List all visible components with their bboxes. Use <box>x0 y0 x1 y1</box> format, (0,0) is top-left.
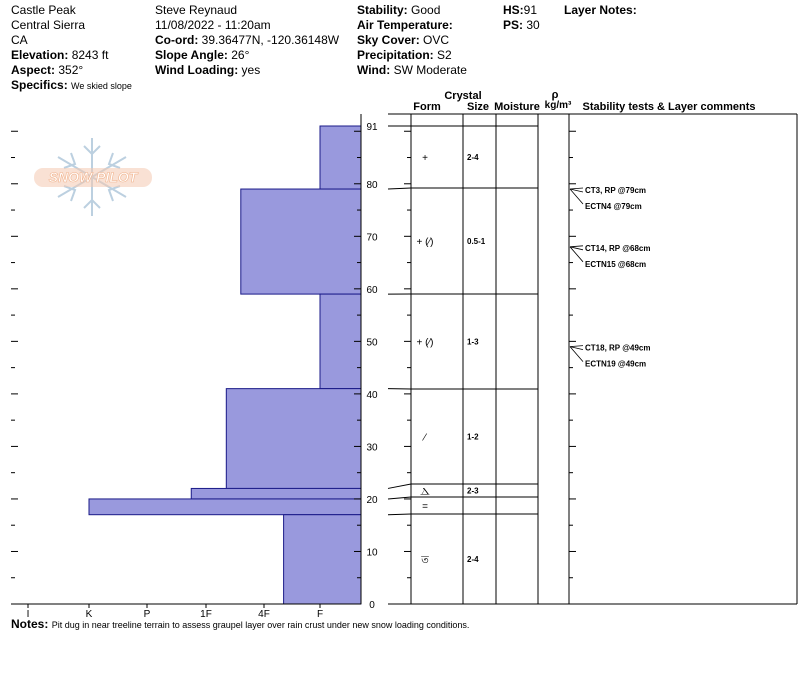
grain-size-value: 2-4 <box>467 555 479 564</box>
observer-name: Steve Reynaud <box>155 3 238 17</box>
grain-size-value: 1-2 <box>467 432 479 442</box>
hardness-bar <box>284 515 361 604</box>
height-tick-label: 40 <box>366 389 378 401</box>
height-tick-label: 50 <box>366 337 378 349</box>
size-header: Size <box>466 101 490 113</box>
snowpilot-logo <box>34 138 152 216</box>
logo-text: SNOW PILOT <box>48 169 138 185</box>
precipitation-field: Precipitation: S2 <box>357 48 452 62</box>
sky-cover-field: Sky Cover: OVC <box>357 33 450 47</box>
grain-size-value: 1-3 <box>467 337 479 347</box>
hardness-bar <box>89 499 361 515</box>
density-header: ρ <box>551 89 559 101</box>
grain-form-symbol: + (⁄) <box>416 337 434 349</box>
stability-test-label: CT3, RP @79cm <box>585 186 647 196</box>
test-pointer <box>570 246 583 262</box>
location-range: Central Sierra <box>11 18 86 32</box>
grain-form-symbol: ⁄ <box>424 432 426 444</box>
stability-test-label: ECTN4 @79cm <box>585 202 642 212</box>
elevation-field: Elevation: 8243 ft <box>11 48 109 62</box>
notes-text: Pit dug in near treeline terrain to assess graupel layer over rain crust under new snow loading conditions. <box>51 620 470 630</box>
notes-field <box>11 617 469 631</box>
air-temp-field: Air Temperature: <box>357 18 453 32</box>
stability-tests <box>570 186 650 369</box>
hardness-tick-label: 1F <box>200 609 212 620</box>
aspect-field: Aspect: 352° <box>11 63 84 77</box>
coord-field: Co-ord: 39.36477N, -120.36148W <box>155 33 340 47</box>
height-tick-label: 80 <box>366 179 378 191</box>
hs-field: HS:91 <box>503 3 538 17</box>
grain-form-symbol: + <box>422 153 428 164</box>
grain-size-value: 2-4 <box>467 153 479 162</box>
hardness-tick-label: K <box>85 609 93 620</box>
hardness-bar <box>226 389 361 489</box>
density-unit: kg/m³ <box>544 100 572 111</box>
observation-datetime: 11/08/2022 - 11:20am <box>155 18 271 32</box>
test-pointer <box>570 188 583 204</box>
stability-test-label: ECTN19 @49cm <box>585 359 647 369</box>
grain-form-symbol: = <box>422 501 428 513</box>
ps-field: PS: 30 <box>503 18 540 32</box>
location-name: Castle Peak <box>11 3 76 17</box>
height-tick-label: 91 <box>366 122 378 133</box>
stability-test-label: CT14, RP @68cm <box>585 243 651 253</box>
hardness-tick-label: F <box>316 609 324 620</box>
specifics-field: Specifics: We skied slope <box>11 78 132 92</box>
height-tick-label: 70 <box>366 232 378 244</box>
location-state: CA <box>11 33 28 47</box>
height-tick-label: 0 <box>369 600 375 611</box>
grain-size-value: 0.5-1 <box>467 237 486 246</box>
hardness-bar <box>191 488 361 499</box>
hardness-bar <box>320 126 361 189</box>
grain-form-symbol: ত <box>421 555 429 566</box>
moisture-header: Moisture <box>494 101 540 113</box>
wind-field: Wind: SW Moderate <box>357 63 467 77</box>
crystal-header: Crystal <box>444 90 482 102</box>
stability-test-label: CT18, RP @49cm <box>585 343 651 353</box>
stability-field: Stability: Good <box>357 3 441 17</box>
hardness-bar <box>241 189 361 294</box>
wind-loading-field: Wind Loading: yes <box>155 63 261 77</box>
notes-label: Notes: <box>11 617 49 631</box>
grain-form-symbol: + (⁄) <box>416 237 434 248</box>
height-tick-label: 10 <box>366 547 378 559</box>
hardness-bars <box>89 126 361 604</box>
grain-form-symbol: Ⲇ <box>420 486 430 498</box>
slope-angle-field: Slope Angle: 26° <box>155 48 250 62</box>
comments-header: Stability tests & Layer comments <box>582 101 756 113</box>
stability-test-label: ECTN15 @68cm <box>585 259 647 269</box>
height-tick-label: 30 <box>366 442 378 454</box>
grain-size-value: 2-3 <box>467 486 479 496</box>
height-tick-label: 60 <box>366 284 378 296</box>
form-header: Form <box>413 101 441 113</box>
test-pointer <box>570 346 583 362</box>
height-tick-label: 20 <box>366 494 378 506</box>
layer-notes-field: Layer Notes: <box>564 3 637 17</box>
hardness-tick-label: 4F <box>258 609 270 620</box>
hardness-tick-label: P <box>143 609 151 620</box>
grain-rows <box>417 153 486 566</box>
hardness-tick-label: I <box>26 609 30 620</box>
